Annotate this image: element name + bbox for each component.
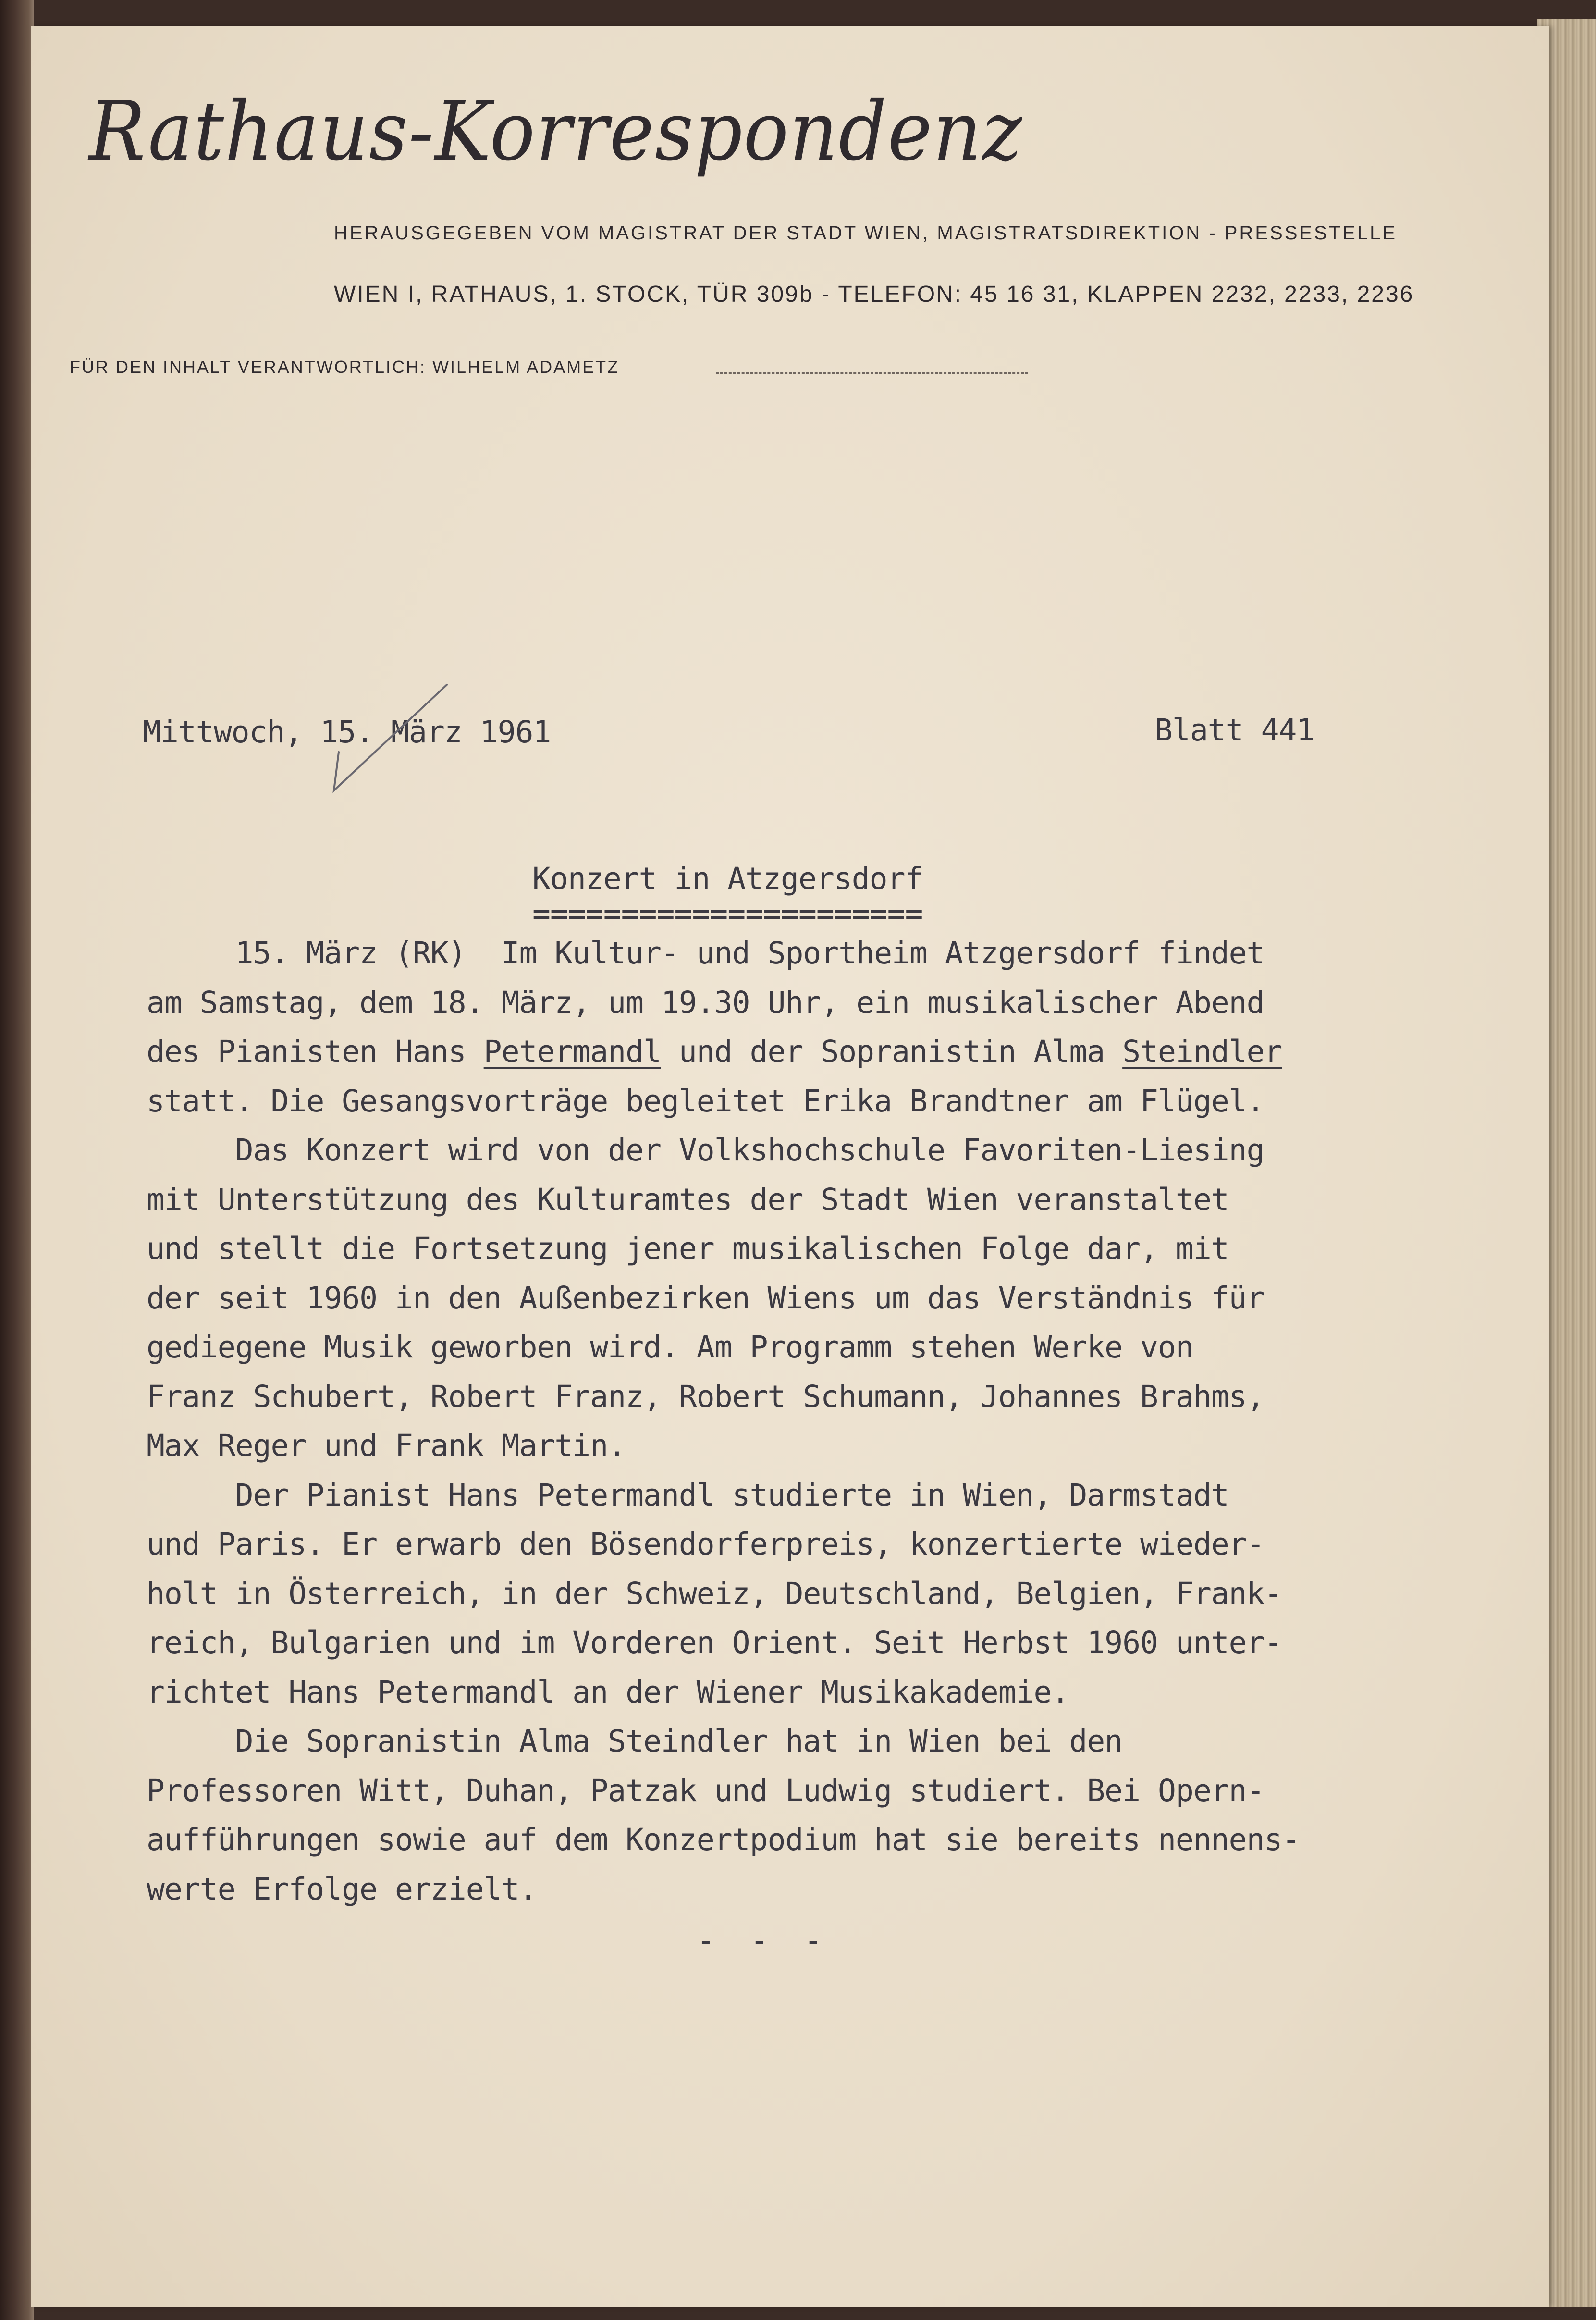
body-text: Franz Schubert, Robert Franz, Robert Schumann, Johannes Brahms, — [147, 1379, 1265, 1414]
body-text: und der Sopranistin Alma — [661, 1034, 1123, 1069]
body-line — [147, 1675, 1069, 1710]
body-text: des Pianisten Hans — [147, 1034, 484, 1069]
underlined-name: Petermandl — [483, 1034, 661, 1069]
body-line — [147, 1576, 1282, 1611]
body-line — [147, 1133, 1265, 1168]
sheet-number: Blatt 441 — [1154, 713, 1314, 748]
body-text: richtet Hans Petermandl an der Wiener Musikakademie. — [147, 1675, 1069, 1710]
body-line — [147, 1625, 1282, 1660]
body-line — [147, 1084, 1265, 1119]
masthead-title: Rathaus-Korrespondenz — [89, 84, 1023, 179]
body-text: Das Konzert wird von der Volkshochschule Favoriten-Liesing — [147, 1133, 1265, 1168]
body-text: statt. Die Gesangsvorträge begleitet Erika Brandtner am Flügel. — [147, 1084, 1265, 1119]
body-line — [147, 1822, 1300, 1857]
body-line — [147, 1034, 1282, 1069]
responsible-line: FÜR DEN INHALT VERANTWORTLICH: WILHELM ADAMETZ — [70, 357, 620, 377]
body-text: Professoren Witt, Duhan, Patzak und Ludwig studiert. Bei Opern- — [147, 1773, 1265, 1808]
body-line — [147, 985, 1265, 1020]
body-line — [147, 1379, 1265, 1414]
body-text: am Samstag, dem 18. März, um 19.30 Uhr, ein musikalischer Abend — [147, 985, 1265, 1020]
end-mark: - - - — [697, 1923, 831, 1958]
body-text: Die Sopranistin Alma Steindler hat in Wien bei den — [147, 1724, 1123, 1759]
body-line — [147, 1231, 1229, 1266]
address-line: WIEN I, RATHAUS, 1. STOCK, TÜR 309b - TELEFON: 45 16 31, KLAPPEN 2232, 2233, 2236 — [334, 282, 1414, 307]
article-title: Konzert in Atzgersdorf — [532, 861, 923, 896]
body-line — [147, 1773, 1265, 1808]
body-line — [147, 1872, 537, 1907]
checkmark-icon — [319, 680, 464, 805]
body-text: und Paris. Er erwarb den Bösendorferpreis, konzertierte wieder- — [147, 1527, 1265, 1562]
body-text: Max Reger und Frank Martin. — [147, 1428, 626, 1463]
body-text: reich, Bulgarien und im Vorderen Orient. Seit Herbst 1960 unter- — [147, 1625, 1282, 1660]
body-line — [147, 1182, 1229, 1217]
body-text: gediegene Musik geworben wird. Am Programm stehen Werke von — [147, 1330, 1193, 1365]
book-binding — [0, 0, 34, 2320]
dotted-rule — [716, 372, 1028, 374]
underlined-name: Steindler — [1122, 1034, 1282, 1069]
body-line — [147, 1281, 1265, 1316]
publisher-line: HERAUSGEGEBEN VOM MAGISTRAT DER STADT WIEN, MAGISTRATSDIREKTION - PRESSESTELLE — [334, 222, 1398, 244]
body-text: aufführungen sowie auf dem Konzertpodium hat sie bereits nennens- — [147, 1822, 1300, 1857]
body-text: und stellt die Fortsetzung jener musikalischen Folge dar, mit — [147, 1231, 1229, 1266]
body-line — [147, 1527, 1265, 1562]
date-line: Mittwoch, 15. März 1961 — [143, 715, 551, 750]
body-text: der seit 1960 in den Außenbezirken Wiens um das Verständnis für — [147, 1281, 1265, 1316]
body-text: 15. März (RK) Im Kultur- und Sportheim Atzgersdorf findet — [147, 936, 1265, 971]
body-text: mit Unterstützung des Kulturamtes der Stadt Wien veranstaltet — [147, 1182, 1229, 1217]
body-line — [147, 936, 1265, 971]
body-text: werte Erfolge erzielt. — [147, 1872, 537, 1907]
body-line — [147, 1478, 1229, 1513]
body-line — [147, 1330, 1193, 1365]
body-text: holt in Österreich, in der Schweiz, Deutschland, Belgien, Frank- — [147, 1576, 1282, 1611]
body-text: Der Pianist Hans Petermandl studierte in Wien, Darmstadt — [147, 1478, 1229, 1513]
title-underline: ====================== — [532, 896, 923, 931]
body-line — [147, 1724, 1122, 1759]
document-page — [31, 26, 1549, 2307]
body-line — [147, 1428, 626, 1463]
